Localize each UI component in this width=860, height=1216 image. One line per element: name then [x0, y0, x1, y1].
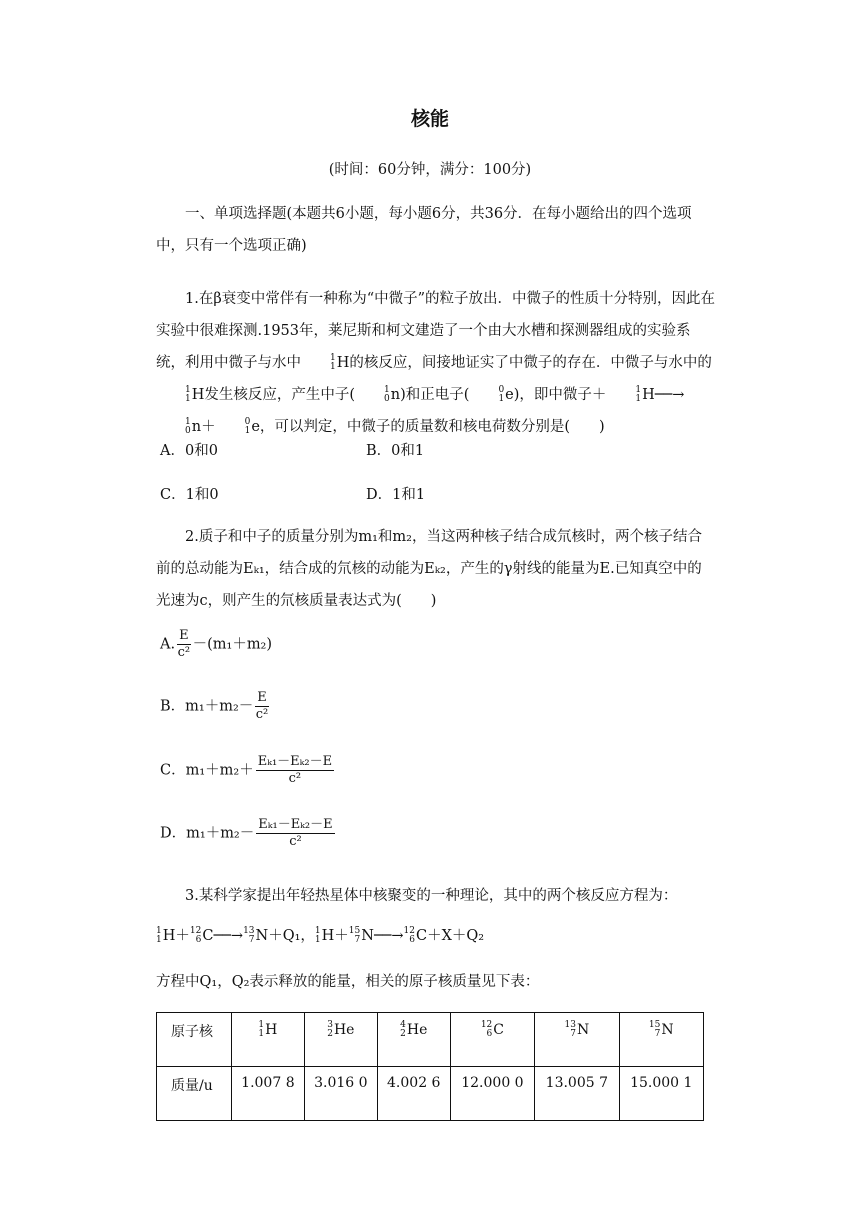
- question-3-text: 3.某科学家提出年轻热星体中核聚变的一种理论，其中的两个核反应方程为：: [185, 888, 678, 904]
- nuclide-indices: 13 7: [564, 1020, 576, 1039]
- question-1-text: 1.在β衰变中常伴有一种称为“中微子”的粒子放出．中微子的性质十分特别，因此在实验中很难探测.1953年，莱尼斯和柯文建造了一个由大水槽和探测器组成的实验系统，利用中微子与水中 1 1 H的核反应，间接地证实了中微子的存在．中微子与水中的 1 1 H发生核反应，产生中子( 1 0 n)和正电子( 0 1 e)，即中微子＋ 1 1 H──→ 1 0 n＋ 0 1 e，可以判定，中微子的质量数和核电荷数分别是( ): [156, 291, 716, 436]
- fraction: $\frac{E}{\text{c²}}$: [177, 628, 191, 660]
- question-2-text: 2.质子和中子的质量分别为m₁和m₂，当这两种核子结合成氘核时，两个核子结合前的总动能为Eₖ₁，结合成的氘核的动能为Eₖ₂，产生的γ射线的能量为E.已知真空中的光速为c，则产生的氘核质量表达式为( ): [156, 529, 702, 609]
- reaction-equations: 1 1 H＋ 12 6 C──→ 13 7 N＋Q₁， 1 1 H＋ 15 7 N──→ 12 6 C＋X＋Q₂: [156, 926, 485, 945]
- nuclide-mass-table: [156, 1012, 704, 1121]
- nuclide-symbol: C: [493, 1022, 504, 1038]
- table-header-cell: 质量/u: [157, 1067, 232, 1121]
- table-row: [157, 1067, 704, 1121]
- nuclide-indices: 3 2: [327, 1020, 333, 1039]
- table-cell: 3.016 0: [304, 1067, 377, 1121]
- table-cell: 12.000 0: [450, 1067, 534, 1121]
- q2-option-c[interactable]: C．m₁＋m₂＋ $\frac{\text{Eₖ₁－Eₖ₂－E}}{\text{c²}}$: [160, 754, 333, 786]
- nuclide-symbol: H: [265, 1022, 278, 1038]
- q1-option-c[interactable]: C．1和0: [160, 487, 219, 503]
- nuclide-symbol: N: [576, 1022, 590, 1038]
- nuclide-indices: 4 2: [400, 1020, 406, 1039]
- nuclide-symbol: He: [406, 1022, 428, 1038]
- page-title: 核能: [410, 108, 449, 130]
- nuclide-symbol: N: [661, 1022, 674, 1038]
- q1-option-d[interactable]: D．1和1: [366, 487, 426, 503]
- table-cell: [619, 1013, 703, 1067]
- table-header-cell: 原子核: [157, 1013, 232, 1067]
- q2-option-a[interactable]: A. $\frac{E}{\text{c²}}$ －(m₁＋m₂): [160, 628, 273, 660]
- table-cell: 15.000 1: [619, 1067, 703, 1121]
- q1-option-b[interactable]: B．0和1: [366, 443, 425, 459]
- q2-option-b[interactable]: B．m₁＋m₂－ $\frac{E}{\text{c²}}$: [160, 690, 269, 722]
- table-cell: [450, 1013, 534, 1067]
- table-cell: [377, 1013, 450, 1067]
- section-heading: 一、单项选择题(本题共6小题，每小题6分，共36分．在每小题给出的四个选项中，只有一个选项正确): [156, 206, 692, 254]
- table-cell: [535, 1013, 619, 1067]
- nuclide-indices: 15 7: [648, 1020, 661, 1039]
- table-cell: [231, 1013, 304, 1067]
- table-cell: 13.005 7: [535, 1067, 619, 1121]
- q1-option-a[interactable]: A．0和0: [160, 443, 218, 459]
- nuclide-symbol: He: [333, 1022, 355, 1038]
- table-cell: 1.007 8: [231, 1067, 304, 1121]
- nuclide-indices: 1 1: [258, 1020, 265, 1039]
- fraction: $\frac{\text{Eₖ₁－Eₖ₂－E}}{\text{c²}}$: [257, 754, 333, 786]
- nuclide-indices: 12 6: [480, 1020, 493, 1039]
- fraction: $\frac{E}{\text{c²}}$: [255, 690, 269, 722]
- table-cell: [304, 1013, 377, 1067]
- table-row: [157, 1013, 704, 1067]
- table-cell: 4.002 6: [377, 1067, 450, 1121]
- exam-info: (时间：60分钟，满分：100分): [328, 162, 532, 178]
- q2-option-d[interactable]: D．m₁＋m₂－ $\frac{\text{Eₖ₁－Eₖ₂－E}}{\text{c²}}$: [160, 817, 333, 849]
- fraction: $\frac{\text{Eₖ₁－Eₖ₂－E}}{\text{c²}}$: [258, 817, 333, 849]
- table-caption: 方程中Q₁，Q₂表示释放的能量，相关的原子核质量见下表：: [156, 974, 540, 990]
